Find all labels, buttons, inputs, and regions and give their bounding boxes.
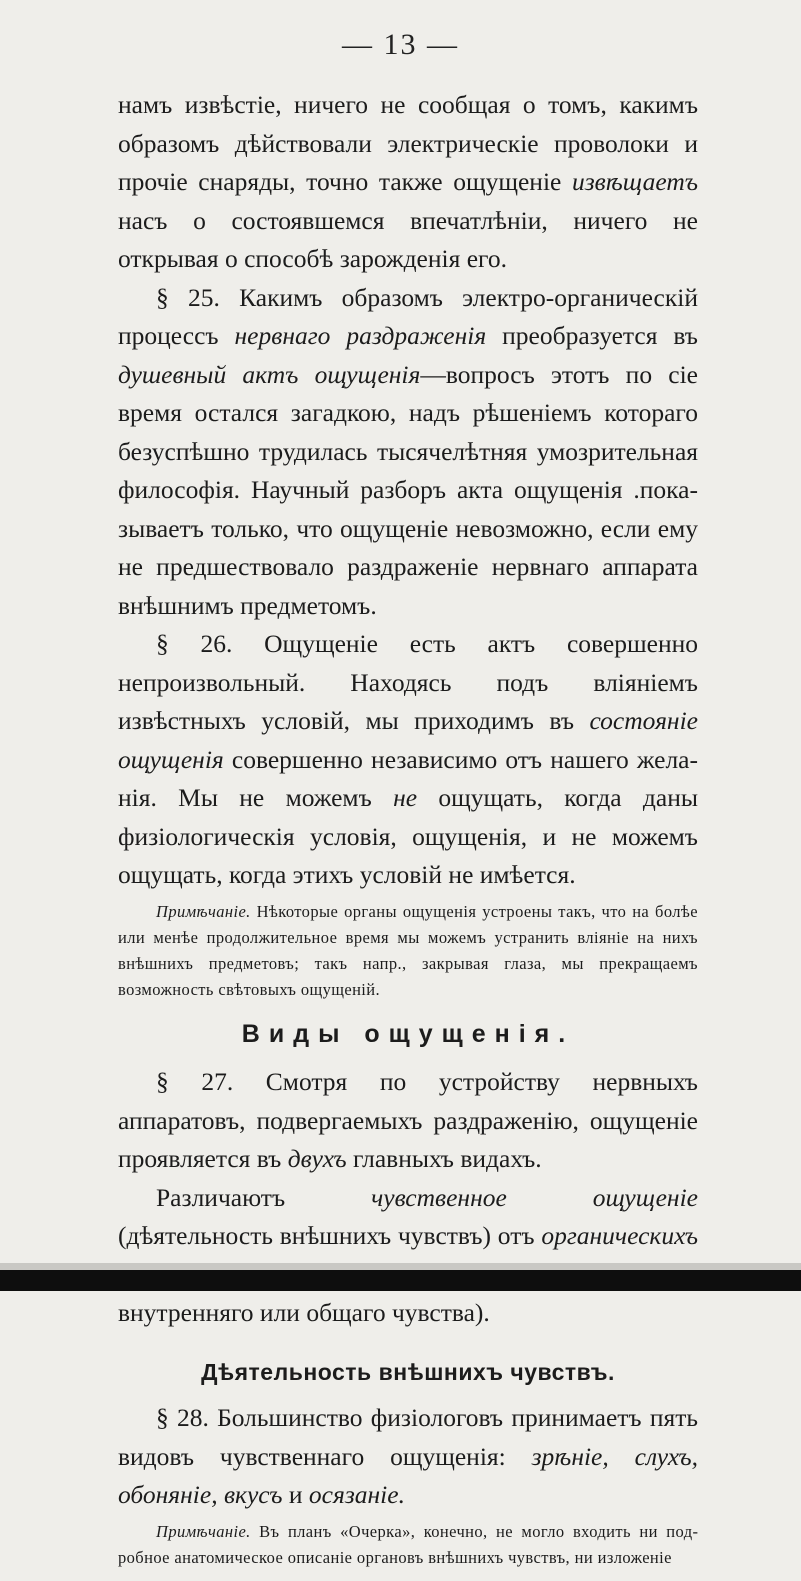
note-label: Примѣчаніе. — [156, 901, 251, 921]
scan-edge-shadow — [0, 1263, 801, 1270]
text-run: —вопросъ этотъ по сіе время остался загадкою, надъ рѣшеніемъ котораго безуспѣшно трудилась тысячелѣтняя умозрительная философія. Научный разборъ акта ощущенія .показываетъ только, что ощущеніе невозможно, если ему не предшествовало раздраженіе нервнаго аппарата внѣшнимъ предметомъ. — [118, 359, 698, 620]
text-run: § 26. Ощущеніе есть актъ совершенно непроизвольный. Находясь подъ вліяніемъ извѣстныхъ условій, мы приходимъ въ — [118, 629, 698, 735]
note-label: Примѣчаніе. — [156, 1521, 251, 1541]
emphasis: душевный актъ ощущенія — [118, 359, 421, 389]
emphasis: осязаніе. — [308, 1480, 405, 1509]
text-run: § 25. Какимъ образомъ электро-органическій процессъ — [118, 282, 698, 350]
text-run: § 27. Смотря по устройству нервныхъ аппаратовъ, подвергаемыхъ раздраженію, ощущеніе проявляется въ — [118, 1067, 698, 1173]
text-run: и — [282, 1480, 309, 1509]
paragraph-section-26 — [118, 625, 698, 895]
note-2 — [118, 1519, 698, 1571]
emphasis: зрѣніе, слухъ, обоняніе, вкусъ — [118, 1441, 698, 1509]
paragraph-distinction — [118, 1179, 698, 1333]
emphasis: органическихъ — [541, 1221, 698, 1250]
text-run: преобразуется въ — [486, 321, 698, 350]
paragraph-section-25 — [118, 279, 698, 626]
text-run: ощущать, когда даны физіологическія условія, ощущенія, и не можемъ ощущать, когда этихъ условій не имѣется. — [118, 783, 698, 889]
text-run: § 28. Большинство физіологовъ принимаетъ пять видовъ чувственнаго ощущенія: — [118, 1403, 698, 1471]
page-number: — 13 — — [342, 28, 459, 61]
paragraph-1 — [118, 86, 698, 279]
note-text: Нѣкоторые органы ощущенія устроены такъ, что на болѣе или менѣе продолжительное время мы можемъ устранить вліяніе на нихъ внѣшнихъ предметовъ; такъ напр., закрывая глаза, мы прекращаемъ возможность свѣтовыхъ ощущеній. — [118, 901, 698, 999]
emphasis: не — [393, 783, 418, 812]
note-1 — [118, 899, 698, 1003]
scan-edge-bar — [0, 1270, 801, 1291]
paragraph-section-28 — [118, 1399, 698, 1515]
emphasis: нервнаго раздраженія — [234, 321, 487, 350]
emphasis: состояніе ощущенія — [118, 706, 698, 774]
emphasis: извѣщаетъ — [571, 167, 698, 196]
text-run: насъ о состоявшемся впечатлѣніи, ничего не открывая о способѣ зарожденія его. — [118, 205, 698, 273]
text-run: главныхъ видахъ. — [346, 1144, 542, 1173]
text-run: Различаютъ — [156, 1182, 372, 1212]
emphasis: чувственное ощущеніе — [371, 1182, 698, 1212]
text-run: совершенно независимо отъ нашего желанія. Мы не можемъ — [118, 744, 698, 812]
section-heading-kinds: Виды ощущенія. — [241, 1019, 575, 1048]
paragraph-section-27 — [118, 1063, 698, 1179]
page-text — [118, 86, 698, 1581]
text-run: (дѣятельность внѣшнихъ чувствъ) отъ — [118, 1221, 542, 1250]
section-heading-external-senses: Дѣятельность внѣшнихъ чувствъ. — [201, 1358, 615, 1385]
text-run: внутренняго или общаго чувства). — [118, 1298, 490, 1327]
text-run: намъ извѣстіе, ничего не сообщая о томъ, какимъ образомъ дѣйствовали электрическіе проволоки и прочіе снаряды, точно также ощущеніе — [118, 90, 698, 196]
emphasis: двухъ — [287, 1144, 347, 1173]
note-text: Въ планъ «Очерка», конечно, не могло входить ни подробное анатомическое описаніе органовъ внѣшнихъ чувствъ, ни изложеніе — [118, 1521, 698, 1567]
